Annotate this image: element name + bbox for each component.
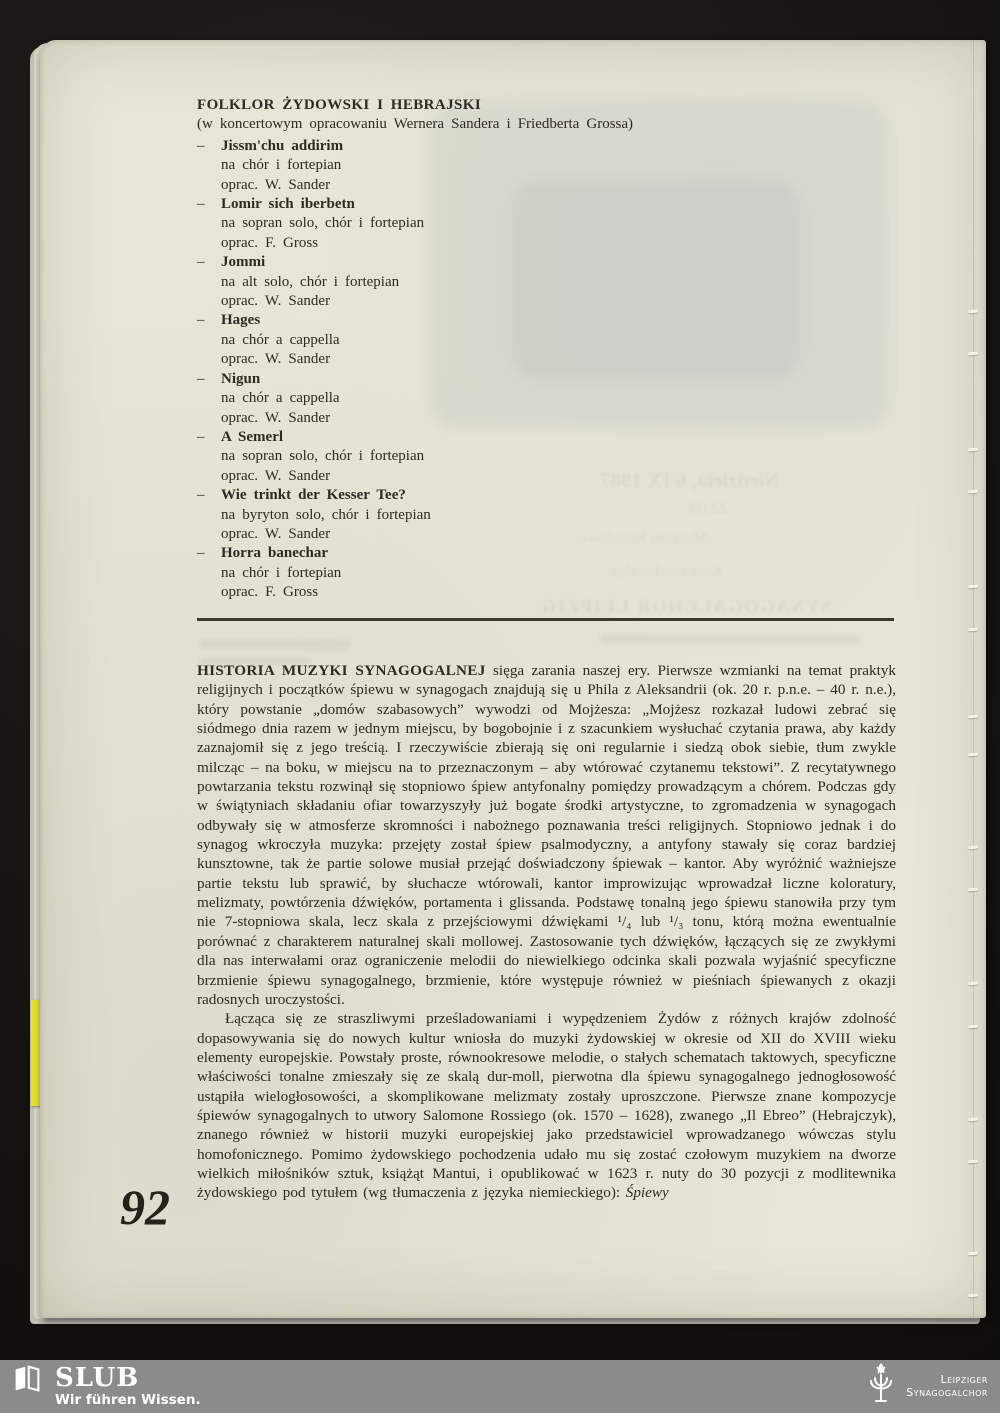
section-divider-rule: [197, 618, 894, 621]
synagogalchor-logo: [864, 1361, 1000, 1412]
piece-arranger: oprac. W. Sander: [221, 293, 331, 310]
programme-title: FOLKLOR ŻYDOWSKI I HEBRAJSKI: [197, 97, 482, 113]
history-paragraph-2-body: Łącząca się ze straszliwymi prześladowaniami i wypędzeniem Żydów z różnych krajów zdolność dopasowywania się do nowych kultur wniosła do muzyki żydowskiej w okresie od XII do XVIII wieku elementy europejskie. Powstały proste, równookresowe melodie, o stałych schematach taktowych, specyficzne właściwości tonalne zmieszały się ze skalą dur-moll, pierwotna dla śpiewu synagogalnego jednogłosowość ustąpiła wielogłosowości, a skomplikowane melizmaty zostały uproszczone. Pierwsze znane kompozycje śpiewów synagogalnych to utwory Salomone Rossiego (ok. 1570 – 1628), zwanego „Il Ebreo” (Hebrajczyk), znanego również w historii muzyki europejskiej jako przedstawiciel wprowadzanego wówczas stylu homofonicznego. Pomimo żydowskiego pochodzenia udało mu się zostać czołowym muzykiem na dworze wielkich miłośników sztuk, książąt Mantui, i opublikować w 1623 r. nuty do 30 pozycji z modlitewnika żydowskiego pod tytułem (wg tłumaczenia z języka niemieckiego):: [197, 1010, 896, 1202]
piece-title: Horra banechar: [221, 545, 329, 562]
piece-scoring: na chór i fortepian: [221, 564, 342, 581]
list-item: [197, 370, 907, 389]
list-dash: –: [197, 137, 205, 154]
bleedthrough-text: 22.00: [690, 498, 729, 517]
choir-name-line1: Leipziger: [940, 1372, 988, 1386]
piece-scoring: na sopran solo, chór i fortepian: [221, 215, 425, 232]
piece-scoring: na alt solo, chór i fortepian: [221, 273, 400, 290]
list-item: [197, 253, 907, 272]
piece-title: A Semerl: [221, 428, 284, 445]
list-dash: –: [197, 428, 205, 445]
list-item: [197, 486, 907, 505]
programme-list: [197, 96, 907, 603]
list-item: [197, 544, 907, 563]
piece-arranger: oprac. F. Gross: [221, 584, 319, 601]
piece-arranger: oprac. W. Sander: [221, 409, 331, 426]
stitch-mark: [968, 352, 978, 356]
bleedthrough-text: Niedziela, 6 IX 1987: [600, 468, 780, 492]
piece-arranger: oprac. F. Gross: [221, 234, 319, 251]
list-item: [197, 137, 907, 156]
stitch-mark: [968, 628, 978, 632]
slub-logo: [0, 1365, 201, 1408]
open-book-icon: [13, 1365, 41, 1398]
list-dash: –: [197, 487, 205, 504]
list-item: [197, 428, 907, 447]
bleedthrough-text: Muzeum Narodowe: [580, 530, 708, 547]
programme-subtitle: (w koncertowym opracowaniu Wernera Sandera i Friedberta Grossa): [197, 116, 634, 133]
list-dash: –: [197, 254, 205, 271]
list-item: [197, 311, 907, 330]
piece-title: Wie trinkt der Kesser Tee?: [221, 487, 406, 504]
piece-title: Hages: [221, 312, 261, 329]
stitch-mark: [968, 585, 978, 589]
piece-title: Jommi: [221, 254, 266, 271]
piece-title: Jissm'chu addirim: [221, 137, 344, 154]
piece-arranger: oprac. W. Sander: [221, 351, 331, 368]
history-paragraph-1-body: sięga zarania naszej ery. Pierwsze wzmianki na temat praktyk religijnych i początków śpiewu w synagogach znajdują się u Phila z Aleksandrii (ok. 20 r. p.n.e. – 40 r. n.e.), który powstanie „domów szabasowych” wywodzi od Mojżesza: „Mojżesz rozkazał ludowi zebrać się siódmego dnia razem w jednym miejscu, by bogobojnie i z szacunkiem wysłuchać czytania prawa, aby każdy zaznajomił się z jego treścią. I rzeczywiście zbierają się oni regularnie i siedzą obok siebie, tłum zwykle milcząc – na boku, w miejscu na to przeznaczonym – aby wtórować czytanemu tekstowi”. Z recytatywnego powtarzania tekstu rozwinął się stopniowo śpiew antyfonalny pomiędzy prowadzącym a chórem. Podczas gdy w świątyniach składaniu ofiar towarzyszyły już bogate środki artystyczne, to zgromadzenia w synagogach odbywały się w atmosferze skromności i nabożnego poznawania treści religijnych. Stopniowo jednak i do synagog wkroczyła muzyka: przejęty został śpiew psalmodyczny, a antyfony stawały się coraz bardziej kunsztowne, tak że partie solowe musiał przejąć doświadczony śpiewak – kantor. Aby wyróżnić ważniejsze partie tekstu lub sprawić, by słuchacze wtórowali, kantor improwizując wprowadzał liczne koloratury, melizmaty, powtórzenia dźwięków, portamenta i glissanda. Podstawę tonalną jego śpiewu stanowiła przy tym nie 7-stopniowa skala, lecz skala z przejściowymi dźwiękami ¹/₄ lub ¹/₃ tonu, którą można ewentualnie porównać z charakterem naturalnej skali mollowej. Zastosowanie tych dźwięków, łączących się ze zwykłymi dla nas interwałami oraz ograniczenie melodii do niewielkiego odcinka skali pozwala wyjaśnić specyficzne brzmienie śpiewu synagogalnego, brzmienie, które występuje również w pieśniach śpiewanych z okazji radosnych uroczystości.: [197, 662, 896, 1008]
piece-scoring: na chór a cappella: [221, 390, 340, 407]
bleedthrough-smudge: [200, 640, 350, 649]
history-paragraph-1: [197, 661, 896, 1009]
footer-bar: [0, 1360, 1000, 1413]
piece-scoring: na byryton solo, chór i fortepian: [221, 506, 431, 523]
list-dash: –: [197, 312, 205, 329]
menorah-icon: [864, 1361, 898, 1412]
slub-wordmark: SLUB: [55, 1363, 140, 1394]
history-paragraph-2: [197, 1009, 896, 1202]
list-dash: –: [197, 370, 205, 387]
piece-arranger: oprac. W. Sander: [221, 525, 331, 542]
bleedthrough-smudge: [600, 635, 860, 643]
history-text: [197, 661, 896, 1203]
stitch-mark: [968, 1025, 978, 1029]
piece-scoring: na chór a cappella: [221, 331, 340, 348]
stitch-mark: [968, 753, 978, 757]
stitch-mark: [968, 1118, 978, 1122]
history-paragraph-2-italic: Śpiewy: [625, 1184, 669, 1202]
list-dash: –: [197, 196, 205, 213]
piece-title: Lomir sich iberbetn: [221, 196, 355, 213]
binding-crease: [973, 40, 974, 1318]
stitch-mark: [968, 888, 978, 892]
slub-tagline: Wir führen Wissen.: [55, 1392, 201, 1409]
scanned-page: [40, 40, 986, 1318]
piece-title: Nigun: [221, 370, 261, 387]
choir-name-line2: Synagogalchor: [906, 1385, 988, 1399]
stitch-mark: [968, 490, 978, 494]
bleedthrough-text: Koncert chóralny: [610, 563, 722, 580]
stitch-mark: [968, 448, 978, 452]
stitch-mark: [968, 715, 978, 719]
stitch-mark: [968, 310, 978, 314]
piece-scoring: na sopran solo, chór i fortepian: [221, 448, 425, 465]
piece-arranger: oprac. W. Sander: [221, 176, 331, 193]
piece-scoring: na chór i fortepian: [221, 157, 342, 174]
stitch-mark: [968, 1252, 978, 1256]
stitch-mark: [968, 982, 978, 986]
bleedthrough-text: SYNAGOGALCHOR LEIPZIG: [540, 596, 832, 616]
stitch-mark: [968, 1160, 978, 1164]
stitch-mark: [968, 1294, 978, 1298]
stitch-mark: [968, 846, 978, 850]
history-lead-in: HISTORIA MUZYKI SYNAGOGALNEJ: [197, 662, 486, 679]
page-number: 92: [120, 1179, 170, 1235]
list-item: [197, 195, 907, 214]
piece-arranger: oprac. W. Sander: [221, 467, 331, 484]
list-dash: –: [197, 545, 205, 562]
